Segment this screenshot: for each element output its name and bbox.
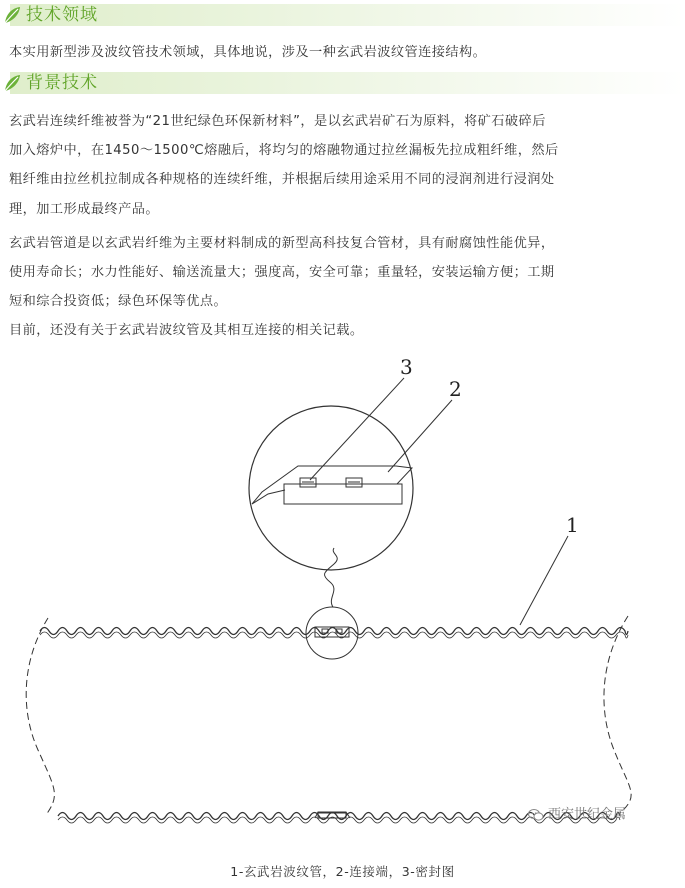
section-header-bar <box>10 4 685 26</box>
detail-leader-line <box>324 548 337 607</box>
detail-marker-circle <box>306 607 358 659</box>
right-break-line <box>604 616 631 813</box>
paragraph-line: 粗纤维由拉丝机拉制成各种规格的连续纤维，并根据后续用途采用不同的浸润剂进行浸润处 <box>9 172 555 187</box>
leaf-icon <box>2 5 22 25</box>
patent-figure <box>0 340 685 850</box>
callout-label-2: 2 <box>449 377 462 401</box>
leaf-icon <box>2 73 22 93</box>
figure-caption: 1-玄武岩波纹管，2-连接端，3-密封图 <box>230 864 455 879</box>
section-header-tech-field <box>0 4 685 26</box>
callout-leader-2 <box>388 400 452 472</box>
section-title: 背景技术 <box>26 73 98 93</box>
callout-label-1: 1 <box>566 513 579 537</box>
paragraph-line: 加入熔炉中，在1450～1500℃熔融后，将均匀的熔融物通过拉丝漏板先拉成粗纤维，然后 <box>9 143 559 158</box>
left-break-line <box>26 618 54 815</box>
pipe-top-wall <box>40 628 628 635</box>
paragraph-line: 目前，还没有关于玄武岩波纹管及其相互连接的相关记载。 <box>9 323 364 338</box>
enlarged-detail-circle <box>249 406 413 570</box>
section-header-background <box>0 72 685 94</box>
callout-leader-3 <box>310 378 404 480</box>
wechat-icon <box>528 808 544 822</box>
section-title: 技术领域 <box>26 5 98 25</box>
callout-label-3: 3 <box>400 355 413 379</box>
paragraph-line: 玄武岩管道是以玄武岩纤维为主要材料制成的新型高科技复合管材，具有耐腐蚀性能优异， <box>9 236 555 251</box>
callout-leader-1 <box>520 536 568 625</box>
connector-profile-lip <box>252 490 285 504</box>
paragraph-line: 玄武岩连续纤维被誉为“21世纪绿色环保新材料”，是以玄武岩矿石为原料，将矿石破碎后 <box>9 114 546 129</box>
paragraph-line: 理，加工形成最终产品。 <box>9 202 160 217</box>
paragraph-line: 使用寿命长；水力性能好、输送流量大；强度高，安全可靠；重量轻，安装运输方便；工期 <box>9 265 555 280</box>
section-header-bar <box>10 72 685 94</box>
watermark <box>528 803 626 822</box>
watermark-text: 西安世纪金属 <box>548 807 627 822</box>
paragraph-line: 短和综合投资低；绿色环保等优点。 <box>9 294 228 309</box>
paragraph-line: 本实用新型涉及波纹管技术领域，具体地说，涉及一种玄武岩波纹管连接结构。 <box>9 45 487 60</box>
